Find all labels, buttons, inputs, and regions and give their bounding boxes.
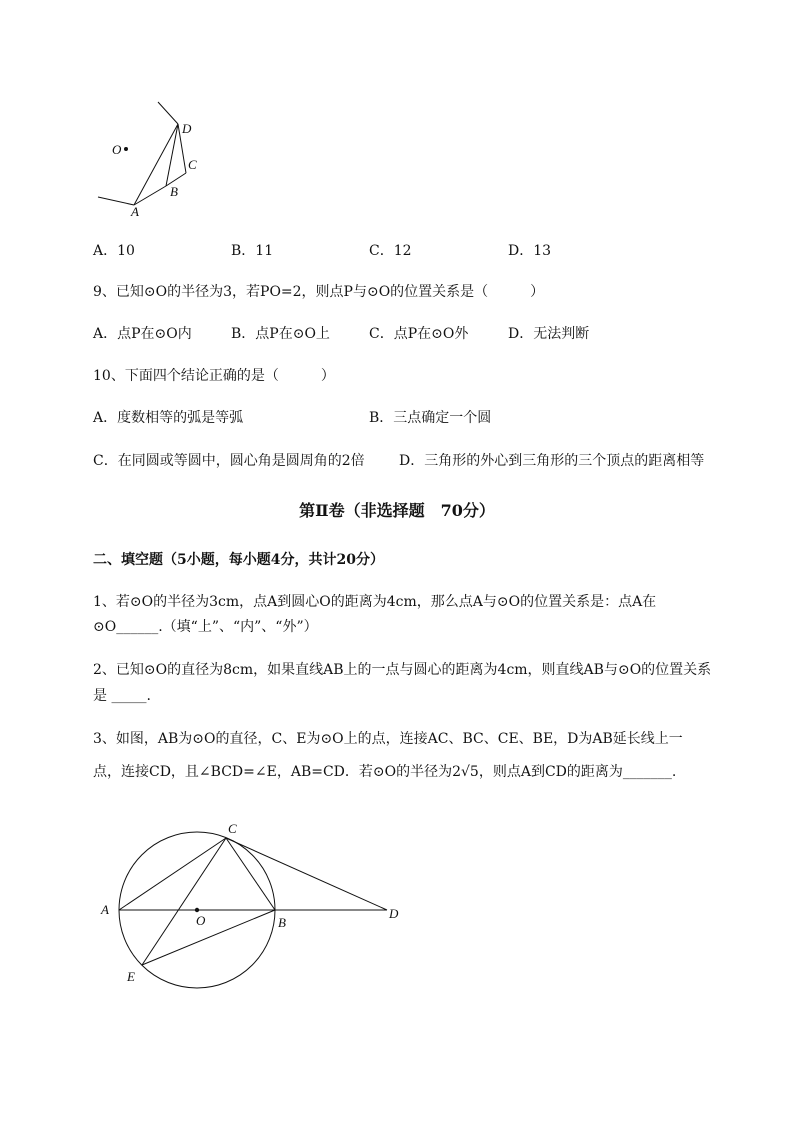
figure-polygon bbox=[90, 95, 230, 225]
label-b: B bbox=[170, 184, 178, 199]
fill2-line2: 是 _____. bbox=[93, 688, 151, 704]
q8-option-c: C．12 bbox=[369, 243, 412, 259]
q9-stem: 9、已知⊙O的半径为3，若PO=2，则点P与⊙O的位置关系是（ ） bbox=[93, 284, 545, 300]
q10-option-c: C．在同圆或等圆中，圆心角是圆周角的2倍 bbox=[93, 453, 365, 469]
fill2-line1: 2、已知⊙O的直径为8cm，如果直线AB上的一点与圆心的距离为4cm，则直线AB与⊙O的位置关系 bbox=[93, 662, 712, 678]
edge-bd bbox=[166, 124, 178, 186]
edge-top bbox=[158, 102, 178, 124]
label-a: A bbox=[131, 204, 139, 219]
q9-option-c: C．点P在⊙O外 bbox=[369, 326, 469, 342]
line-be bbox=[142, 910, 275, 965]
label-e2: E bbox=[127, 969, 135, 984]
q8-option-a: A．10 bbox=[93, 243, 135, 259]
q9-option-a: A．点P在⊙O内 bbox=[93, 326, 192, 342]
line-ce bbox=[142, 838, 226, 965]
figure-circle bbox=[95, 815, 415, 990]
q8-option-b: B．11 bbox=[231, 243, 274, 259]
line-ac bbox=[119, 838, 226, 910]
fill3-line2: 点，连接CD，且∠BCD=∠E，AB=CD．若⊙O的半径为2√5，则点A到CD的距离为_______. bbox=[93, 764, 677, 780]
q10-option-a: A．度数相等的弧是等弧 bbox=[93, 410, 244, 426]
edge-left bbox=[98, 197, 134, 205]
label-a2: A bbox=[101, 902, 109, 917]
fill1-line1: 1、若⊙O的半径为3cm，点A到圆心O的距离为4cm，那么点A与⊙O的位置关系是：点A在 bbox=[93, 594, 657, 610]
part2-title: 第Ⅱ卷（非选择题 70分） bbox=[299, 501, 495, 520]
center-o bbox=[195, 908, 199, 912]
point-o bbox=[124, 147, 128, 151]
label-d: D bbox=[182, 121, 192, 136]
label-o2: O bbox=[196, 913, 206, 928]
label-c: C bbox=[188, 157, 197, 172]
q9-option-d: D．无法判断 bbox=[508, 326, 590, 342]
label-o: O bbox=[112, 142, 122, 157]
fill1-line2: ⊙O______.（填“上”、“内”、“外”） bbox=[93, 619, 318, 635]
q10-stem: 10、下面四个结论正确的是（ ） bbox=[93, 368, 335, 384]
fill3-line1: 3、如图，AB为⊙O的直径，C、E为⊙O上的点，连接AC、BC、CE、BE，D为AB延长线上一 bbox=[93, 731, 683, 747]
part2-heading: 二、填空题（5小题，每小题4分，共计20分） bbox=[93, 552, 384, 568]
q9-option-b: B．点P在⊙O上 bbox=[231, 326, 330, 342]
q10-option-b: B．三点确定一个圆 bbox=[369, 410, 492, 426]
q8-option-d: D．13 bbox=[508, 243, 552, 259]
q10-option-d: D．三角形的外心到三角形的三个顶点的距离相等 bbox=[399, 453, 705, 469]
label-c2: C bbox=[228, 821, 237, 836]
label-b2: B bbox=[278, 915, 286, 930]
label-d2: D bbox=[389, 906, 399, 921]
